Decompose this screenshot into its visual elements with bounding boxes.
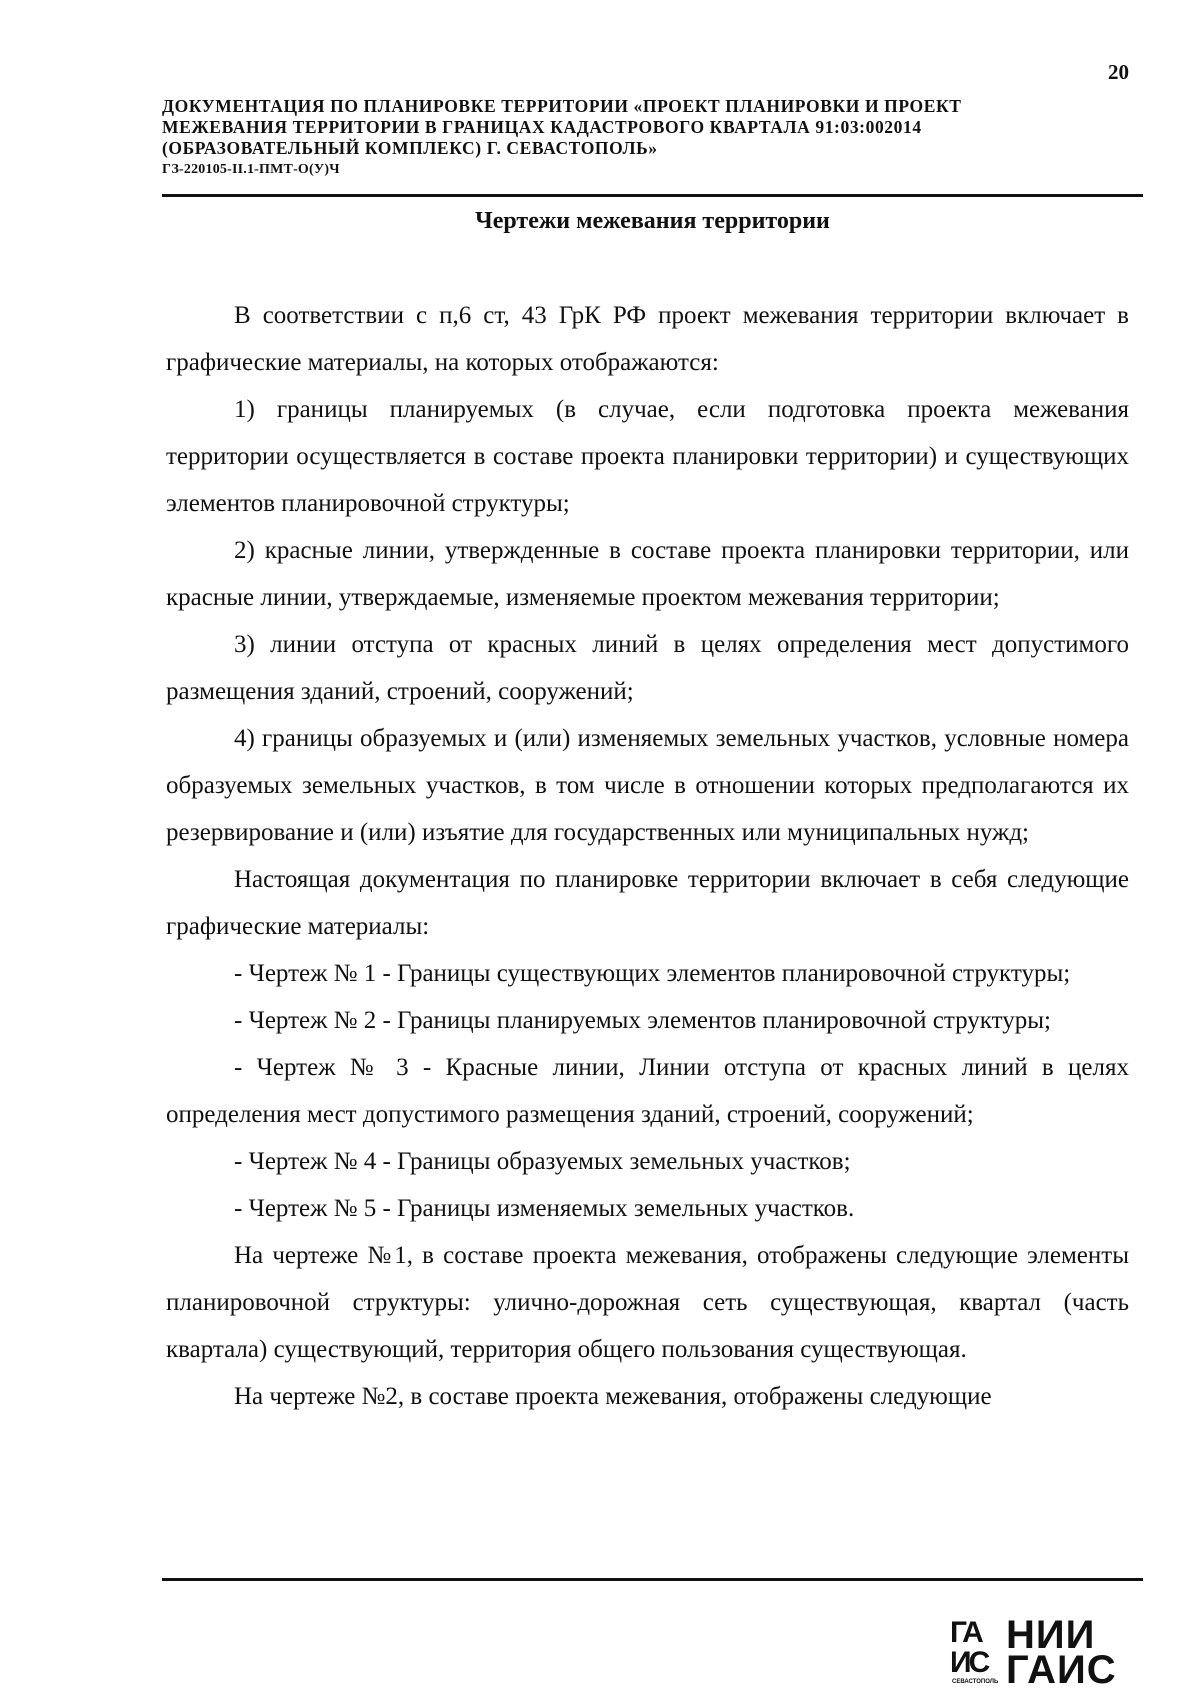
company-logo: [950, 1613, 1130, 1692]
logo-name-line-2: ГАИС: [1006, 1648, 1117, 1692]
paragraph-intro: В соответствии с п,6 ст, 43 ГрК РФ проект межевания территории включает в графические материалы, на которых отображаются:: [166, 302, 1129, 376]
drawing-item-5: - Чертеж № 5 - Границы изменяемых земельных участков.: [234, 1195, 855, 1222]
section-title: Чертежи межевания территории: [475, 208, 830, 234]
list-item-2: 2) красные линии, утвержденные в составе проекта планировки территории, или красные линии, утверждаемые, изменяемые проектом межевания территории;: [166, 537, 1129, 611]
logo-mark-caption: СЕВАСТОПОЛЬ: [952, 1679, 999, 1685]
header-divider: [162, 194, 1143, 197]
logo-name-line-1: НИИ: [1006, 1613, 1096, 1657]
logo-mark-line-2: ИС: [950, 1646, 988, 1679]
drawing-item-2: - Чертеж № 2 - Границы планируемых элементов планировочной структуры;: [234, 1007, 1051, 1034]
page-number: 20: [1108, 60, 1129, 84]
paragraph-drawing-2: На чертеже №2, в составе проекта межевания, отображены следующие: [234, 1383, 992, 1410]
list-item-1: 1) границы планируемых (в случае, если подготовка проекта межевания территории осуществляется в составе проекта планировки территории) и существующих элементов планировочной структуры;: [166, 396, 1129, 517]
document-code: ГЗ-220105-II.1-ПМТ-О(У)Ч: [162, 162, 340, 177]
header-line-3: (ОБРАЗОВАТЕЛЬНЫЙ КОМПЛЕКС) Г. СЕВАСТОПОЛЬ»: [162, 138, 658, 158]
list-item-4: 4) границы образуемых и (или) изменяемых земельных участков, условные номера образуемых земельных участков, в том числе в отношении которых предполагаются их резервирование и (или) изъятие для государственных или муниципальных нужд;: [166, 725, 1129, 846]
footer-divider: [162, 1578, 1143, 1581]
header-line-1: ДОКУМЕНТАЦИЯ ПО ПЛАНИРОВКЕ ТЕРРИТОРИИ «ПРОЕКТ ПЛАНИРОВКИ И ПРОЕКТ: [162, 96, 962, 116]
body-text: [166, 292, 1129, 1420]
drawing-item-3: - Чертеж № 3 - Красные линии, Линии отступа от красных линий в целях определения мест допустимого размещения зданий, строений, сооружений;: [166, 1054, 1129, 1128]
paragraph-materials: Настоящая документация по планировке территории включает в себя следующие графические материалы:: [166, 866, 1129, 940]
document-header: [162, 96, 1122, 180]
list-item-3: 3) линии отступа от красных линий в целях определения мест допустимого размещения зданий, строений, сооружений;: [166, 631, 1129, 705]
drawing-item-4: - Чертеж № 4 - Границы образуемых земельных участков;: [234, 1148, 851, 1175]
header-line-2: МЕЖЕВАНИЯ ТЕРРИТОРИИ В ГРАНИЦАХ КАДАСТРОВОГО КВАРТАЛА 91:03:002014: [162, 117, 922, 137]
logo-mark-icon: [950, 1618, 1000, 1688]
logo-name: [1006, 1613, 1117, 1692]
paragraph-drawing-1: На чертеже №1, в составе проекта межевания, отображены следующие элементы планировочной структуры: улично-дорожная сеть существующая, квартал (часть квартала) существующий, территория общего пользования существующая.: [166, 1242, 1129, 1363]
drawing-item-1: - Чертеж № 1 - Границы существующих элементов планировочной структуры;: [234, 960, 1071, 987]
logo-mark-line-1: ГА: [950, 1616, 981, 1649]
